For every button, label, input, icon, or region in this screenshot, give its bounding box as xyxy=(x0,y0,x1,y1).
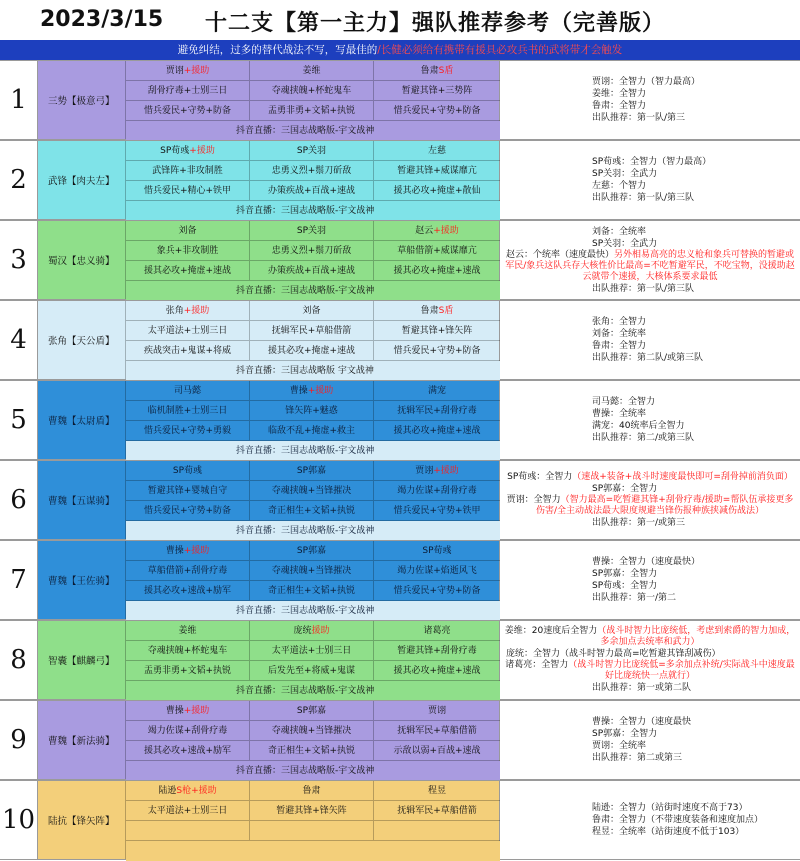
stream-note xyxy=(126,841,500,861)
skill-cell: 援其必攻+掩虚+速战 xyxy=(250,341,374,361)
note-line: 曹操：全智力（速度最快 xyxy=(592,717,692,727)
hero-name: 刘备 xyxy=(302,306,321,316)
hero-name: SP郭嘉 xyxy=(296,546,327,556)
page-date: 2023/3/15 xyxy=(40,7,164,32)
note-line: 出队推荐：第二或第三 xyxy=(592,753,683,763)
note-line: 程昱：全统率（站街速度不低于103） xyxy=(592,827,745,837)
hero-cell xyxy=(126,381,250,401)
team-row xyxy=(0,380,800,460)
hero-name: 程昱 xyxy=(427,786,446,796)
skill-cell: 忠勇义烈+鬃刀斫敌 xyxy=(250,241,374,261)
hero-cell xyxy=(374,61,500,81)
hero-name: SP郭嘉 xyxy=(296,706,327,716)
note-red-text: （速战+装备+战斗时速度最快即可=刮骨掉前消负面） xyxy=(572,471,793,482)
team-lineup xyxy=(38,701,500,779)
skill-cell: 太平道法+士别三日 xyxy=(126,801,250,821)
skill-cell: 太平道法+士别三日 xyxy=(250,641,374,661)
hero-cell xyxy=(250,541,374,561)
skill-cell: 奇正相生+文韬+执锐 xyxy=(250,501,374,521)
skill-cell: 惜兵爱民+守势+铁甲 xyxy=(374,501,500,521)
team-name: 曹魏【王佐骑】 xyxy=(38,541,126,619)
team-notes xyxy=(500,141,800,219)
skill-cell: 疾战突击+鬼谋+将威 xyxy=(126,341,250,361)
stream-note: 抖音直播：三国志战略版-宇文战神 xyxy=(126,441,500,461)
skill-cell: 临机制胜+士别三日 xyxy=(126,401,250,421)
team-notes xyxy=(500,301,800,379)
skill-cell: 惜兵爱民+守势+防备 xyxy=(126,101,250,121)
hero-role: 援助 xyxy=(311,626,330,636)
team-number: 7 xyxy=(0,541,38,619)
hero-name: 诸葛亮 xyxy=(423,626,451,636)
hero-role: +援助 xyxy=(183,306,210,316)
skill-cell: 抚辑军民+刮骨疗毒 xyxy=(374,401,500,421)
note-text: 赵云：个统率（速度最快） xyxy=(505,249,614,260)
note-line: SP郭嘉：全智力 xyxy=(592,483,658,494)
stream-note: 抖音直播：三国志战略版-宇文战神 xyxy=(126,761,500,781)
note-line: 刘备：全统率 xyxy=(592,329,647,339)
skill-cell: 办策疾战+百战+速战 xyxy=(250,261,374,281)
team-row xyxy=(0,780,800,860)
note-red-text: 另外相易高亮的忠义枪和象兵可替换的暂避或军民/象兵这队兵存大核性价比最高=不吃暂避军民，不吃宝物，没援助赵云就带个速援，大核体系要求最低 xyxy=(505,249,795,282)
skill-cell: 惜兵爱民+守势+防备 xyxy=(374,581,500,601)
hero-role: +援助 xyxy=(183,66,210,76)
team-notes xyxy=(500,621,800,699)
team-number: 6 xyxy=(0,461,38,539)
stream-note: 抖音直播：三国志战略版-宇文战神 xyxy=(126,281,500,301)
skill-cell: 临敌不乱+掩虚+救主 xyxy=(250,421,374,441)
skill-cell: 后发先至+将威+鬼谋 xyxy=(250,661,374,681)
skill-cell: 援其必攻+掩虚+速战 xyxy=(374,421,500,441)
team-lineup xyxy=(38,221,500,299)
skill-cell xyxy=(250,821,374,841)
note-line: 出队推荐：第一/或第三 xyxy=(592,517,686,528)
hero-name: SP荀彧 xyxy=(422,546,452,556)
hero-role: +援助 xyxy=(433,226,459,236)
hero-cell xyxy=(374,461,500,481)
team-lineup xyxy=(38,301,500,379)
note-line: 刘备：全统率 xyxy=(592,226,647,237)
stream-note: 抖音直播：三国志战略版-宇文战神 xyxy=(126,601,500,621)
team-row xyxy=(0,540,800,620)
hero-cell xyxy=(250,381,374,401)
skill-cell: 暂避其锋+刮骨疗毒 xyxy=(374,641,500,661)
note-text: SP荀彧：全智力 xyxy=(507,471,573,482)
team-row xyxy=(0,140,800,220)
team-notes xyxy=(500,381,800,459)
team-lineup xyxy=(38,621,500,699)
hero-name: 陆逊 xyxy=(158,786,177,796)
note-red-text: （战斗时智力比庞统低=多余加点补统/实际战斗中速度最好比庞统快一点就行） xyxy=(568,660,795,681)
team-row xyxy=(0,620,800,700)
stream-note: 抖音直播：三国志战略版-宇文战神 xyxy=(126,521,500,541)
note-text: 姜维：20速度后全智力 xyxy=(504,626,598,636)
hero-cell xyxy=(250,781,374,801)
hero-name: 张角 xyxy=(165,306,184,316)
hero-role: S枪+援助 xyxy=(176,786,217,796)
skill-cell: 援其必攻+掩虚+速战 xyxy=(374,261,500,281)
note-line: 左慈：个智力 xyxy=(592,181,647,191)
skill-cell: 抚辑军民+草船借箭 xyxy=(250,321,374,341)
team-number: 3 xyxy=(0,221,38,299)
hero-cell xyxy=(126,541,250,561)
hero-role: +援助 xyxy=(307,386,334,396)
hero-name: 贾诩 xyxy=(165,66,184,76)
hero-cell xyxy=(126,61,250,81)
note-line: 出队推荐：第一队/第三队 xyxy=(592,193,695,203)
team-name: 武锋【肉夫左】 xyxy=(38,141,126,219)
skill-cell: 奇正相生+文韬+执锐 xyxy=(250,581,374,601)
skill-cell: 示敌以弱+百战+速战 xyxy=(374,741,500,761)
hero-cell xyxy=(250,461,374,481)
hero-name: 左慈 xyxy=(427,146,446,156)
note-line: 出队推荐：第二队/或第三队 xyxy=(592,353,704,363)
note-line: 张角：全智力 xyxy=(592,317,647,327)
team-notes xyxy=(500,61,800,139)
team-name: 三势【极意弓】 xyxy=(38,61,126,139)
team-name: 曹魏【五谋骑】 xyxy=(38,461,126,539)
team-row xyxy=(0,460,800,540)
skill-cell: 夺魂挟魄+杯蛇鬼车 xyxy=(250,81,374,101)
skill-cell: 惜兵爱民+守势+防备 xyxy=(374,341,500,361)
hero-name: 刘备 xyxy=(178,226,197,236)
team-notes xyxy=(500,541,800,619)
hero-name: 赵云 xyxy=(415,226,434,236)
hero-name: 庞统 xyxy=(293,626,312,636)
note-line: 曹操：全统率 xyxy=(592,409,647,419)
hero-cell xyxy=(374,381,500,401)
skill-cell: 竭力佐谋+刮骨疗毒 xyxy=(126,721,250,741)
note-line xyxy=(500,250,800,283)
page-header xyxy=(0,0,800,40)
skill-cell: 锋矢阵+魅惑 xyxy=(250,401,374,421)
skill-cell: 盂勇非勇+文韬+执锐 xyxy=(250,101,374,121)
team-row xyxy=(0,220,800,300)
hero-name: 曹操 xyxy=(165,546,184,556)
note-line: SP荀彧：全智力（智力最高） xyxy=(592,157,712,167)
hero-role: +援助 xyxy=(183,546,210,556)
team-number: 5 xyxy=(0,381,38,459)
note-line: 姜维：全智力 xyxy=(592,89,647,99)
hero-cell xyxy=(374,141,500,161)
team-name: 智囊【麒麟弓】 xyxy=(38,621,126,699)
hero-cell xyxy=(374,221,500,241)
team-lineup xyxy=(38,61,500,139)
note-line: SP郭嘉：全智力 xyxy=(592,729,658,739)
stream-note: 抖音直播：三国志战略版 宇文战神 xyxy=(126,361,500,381)
note-line xyxy=(500,495,800,517)
skill-cell: 竭力佐谋+焰逝风飞 xyxy=(374,561,500,581)
hero-role: +援助 xyxy=(189,146,215,156)
skill-cell: 盂勇非勇+文韬+执锐 xyxy=(126,661,250,681)
note-line: 出队推荐：第一/第二 xyxy=(592,593,677,603)
hero-role: +援助 xyxy=(433,466,459,476)
hero-name: 满宠 xyxy=(427,386,446,396)
team-row xyxy=(0,700,800,780)
hero-name: 鲁肃 xyxy=(302,786,321,796)
team-lineup xyxy=(38,141,500,219)
hero-cell xyxy=(250,221,374,241)
notice-text: 避免纠结，过多的替代战法不写，写最佳的 xyxy=(177,44,378,56)
hero-name: 贾诩 xyxy=(415,466,434,476)
team-row xyxy=(0,300,800,380)
team-notes xyxy=(500,781,800,859)
hero-cell xyxy=(126,621,250,641)
team-number: 2 xyxy=(0,141,38,219)
team-notes xyxy=(500,701,800,779)
note-text: 贾诩：全智力 xyxy=(506,494,561,505)
team-notes xyxy=(500,461,800,539)
skill-cell: 援其必攻+掩虚+速战 xyxy=(374,661,500,681)
skill-cell: 武锋阵+非攻制胜 xyxy=(126,161,250,181)
stream-note: 抖音直播：三国志战略版-宇文战神 xyxy=(126,681,500,701)
note-line: SP关羽：全武力 xyxy=(592,169,658,179)
skill-cell: 暂避其锋+威谋靡亢 xyxy=(374,161,500,181)
team-table xyxy=(0,60,800,837)
skill-cell: 暂避其锋+三势阵 xyxy=(374,81,500,101)
note-line: 陆逊：全智力（站街时速度不高于73） xyxy=(592,803,748,813)
page-title: 十二支【第一主力】强队推荐参考（完善版） xyxy=(205,11,666,36)
hero-cell xyxy=(126,301,250,321)
hero-name: 曹操 xyxy=(165,706,184,716)
team-name: 陆抗【锋矢阵】 xyxy=(38,781,126,859)
team-name: 曹魏【太尉盾】 xyxy=(38,381,126,459)
skill-cell: 夺魂挟魄+当锋摧决 xyxy=(250,481,374,501)
note-line: 出队推荐：第一队/第三队 xyxy=(592,283,695,294)
note-line: 鲁肃：全智力 xyxy=(592,101,647,111)
skill-cell: 刮骨疗毒+士别三日 xyxy=(126,81,250,101)
team-name: 张角【天公盾】 xyxy=(38,301,126,379)
note-line: SP郭嘉：全智力 xyxy=(592,569,658,579)
hero-name: SP郭嘉 xyxy=(296,466,327,476)
skill-cell: 太平道法+士别三日 xyxy=(126,321,250,341)
skill-cell: 援其必攻+掩虚+速战 xyxy=(126,261,250,281)
hero-cell xyxy=(126,781,250,801)
skill-cell: 忠勇义烈+鬃刀斫敌 xyxy=(250,161,374,181)
note-line: 出队推荐：第一队/第三 xyxy=(592,113,686,123)
team-number: 1 xyxy=(0,61,38,139)
hero-cell xyxy=(250,621,374,641)
stream-note: 抖音直播：三国志战略版-宇文战神 xyxy=(126,201,500,221)
note-line xyxy=(500,660,800,682)
hero-name: SP关羽 xyxy=(296,146,327,156)
hero-role: S盾 xyxy=(438,306,454,316)
skill-cell: 暂避其锋+锋矢阵 xyxy=(374,321,500,341)
hero-name: SP荀彧 xyxy=(160,146,190,156)
note-line: SP荀彧：全智力 xyxy=(592,581,658,591)
note-line: 贾诩：全统率 xyxy=(592,741,647,751)
hero-cell xyxy=(126,221,250,241)
skill-cell: 办策疾战+百战+速战 xyxy=(250,181,374,201)
hero-name: 鲁肃 xyxy=(420,66,439,76)
note-line: 曹操：全智力（速度最快） xyxy=(592,557,701,567)
skill-cell: 暂避其锋+婴城自守 xyxy=(126,481,250,501)
team-name: 曹魏【新法骑】 xyxy=(38,701,126,779)
team-number: 4 xyxy=(0,301,38,379)
skill-cell: 援其必攻+掩虚+散仙 xyxy=(374,181,500,201)
team-lineup xyxy=(38,461,500,539)
team-lineup xyxy=(38,541,500,619)
hero-name: 姜维 xyxy=(302,66,321,76)
skill-cell: 夺魂挟魄+当锋摧决 xyxy=(250,721,374,741)
notice-banner xyxy=(0,40,800,60)
hero-name: 鲁肃 xyxy=(420,306,439,316)
skill-cell: 夺魂挟魄+杯蛇鬼车 xyxy=(126,641,250,661)
note-line: 鲁肃：全智力（不带速度装备和速度加点） xyxy=(592,815,764,825)
skill-cell: 草船借箭+刮骨疗毒 xyxy=(126,561,250,581)
hero-cell xyxy=(250,61,374,81)
hero-cell xyxy=(250,141,374,161)
hero-name: SP荀彧 xyxy=(172,466,203,476)
team-name: 蜀汉【忠义骑】 xyxy=(38,221,126,299)
note-line: SP关羽：全武力 xyxy=(592,238,658,249)
hero-role: +援助 xyxy=(183,706,210,716)
team-lineup xyxy=(38,381,500,459)
skill-cell: 抚辑军民+草船借箭 xyxy=(374,801,500,821)
note-line xyxy=(500,626,800,648)
hero-cell xyxy=(126,141,250,161)
hero-name: 曹操 xyxy=(289,386,308,396)
note-line: 满宠：40统率后全智力 xyxy=(592,421,685,431)
note-line: 贾诩：全智力（智力最高） xyxy=(592,77,701,87)
note-red-text: （智力最高=吃暂避其锋+刮骨疗毒/援助=帮队伍承接更多伤害/全主动战法最大限度规避当锋伤报种族挟减伤战法） xyxy=(535,494,794,516)
hero-cell xyxy=(374,541,500,561)
skill-cell: 暂避其锋+锋矢阵 xyxy=(250,801,374,821)
note-line: 庞统：全智力（战斗时智力最高=吃暂避其锋刮减伤） xyxy=(506,649,721,659)
note-red-text: （战斗时智力比庞统低，考虑到索爵的智力加成，多余加点去统率和武力） xyxy=(597,626,796,647)
note-line: 司马懿：全智力 xyxy=(592,397,656,407)
hero-cell xyxy=(250,301,374,321)
team-number: 10 xyxy=(0,781,38,859)
hero-cell xyxy=(374,701,500,721)
hero-name: 司马懿 xyxy=(173,386,201,396)
team-number: 9 xyxy=(0,701,38,779)
hero-role: S盾 xyxy=(438,66,454,76)
skill-cell xyxy=(374,821,500,841)
note-text: 诸葛亮：全智力 xyxy=(505,660,569,670)
note-line: 鲁肃：全智力 xyxy=(592,341,647,351)
team-number: 8 xyxy=(0,621,38,699)
skill-cell: 惜兵爱民+守势+防备 xyxy=(374,101,500,121)
skill-cell: 奇正相生+文韬+执锐 xyxy=(250,741,374,761)
hero-cell xyxy=(374,621,500,641)
hero-cell xyxy=(126,461,250,481)
skill-cell: 抚辑军民+草船借箭 xyxy=(374,721,500,741)
skill-cell: 草船借箭+威谋靡亢 xyxy=(374,241,500,261)
hero-cell xyxy=(126,701,250,721)
stream-note: 抖音直播：三国志战略版-宇文战神 xyxy=(126,121,500,141)
note-line: 出队推荐：第一或第二队 xyxy=(592,683,692,693)
notice-red-text: /长健必须给有携带有援具必攻兵书的武将带才会触发 xyxy=(377,44,623,56)
skill-cell: 象兵+非攻制胜 xyxy=(126,241,250,261)
skill-cell: 惜兵爱民+守势+防备 xyxy=(126,501,250,521)
skill-cell: 惜兵爱民+精心+铁甲 xyxy=(126,181,250,201)
skill-cell: 竭力佐谋+刮骨疗毒 xyxy=(374,481,500,501)
skill-cell: 援其必攻+速战+励军 xyxy=(126,581,250,601)
team-lineup xyxy=(38,781,500,859)
hero-name: 姜维 xyxy=(178,626,197,636)
hero-name: 贾诩 xyxy=(427,706,446,716)
skill-cell xyxy=(126,821,250,841)
hero-cell xyxy=(250,701,374,721)
team-row xyxy=(0,60,800,140)
hero-name: SP关羽 xyxy=(296,226,327,236)
note-line: 出队推荐：第二/或第三队 xyxy=(592,433,695,443)
skill-cell: 夺魂挟魄+当锋摧决 xyxy=(250,561,374,581)
hero-cell xyxy=(374,301,500,321)
skill-cell: 援其必攻+速战+励军 xyxy=(126,741,250,761)
team-notes xyxy=(500,221,800,299)
note-line xyxy=(500,472,800,483)
skill-cell: 惜兵爱民+守势+勇毅 xyxy=(126,421,250,441)
hero-cell xyxy=(374,781,500,801)
